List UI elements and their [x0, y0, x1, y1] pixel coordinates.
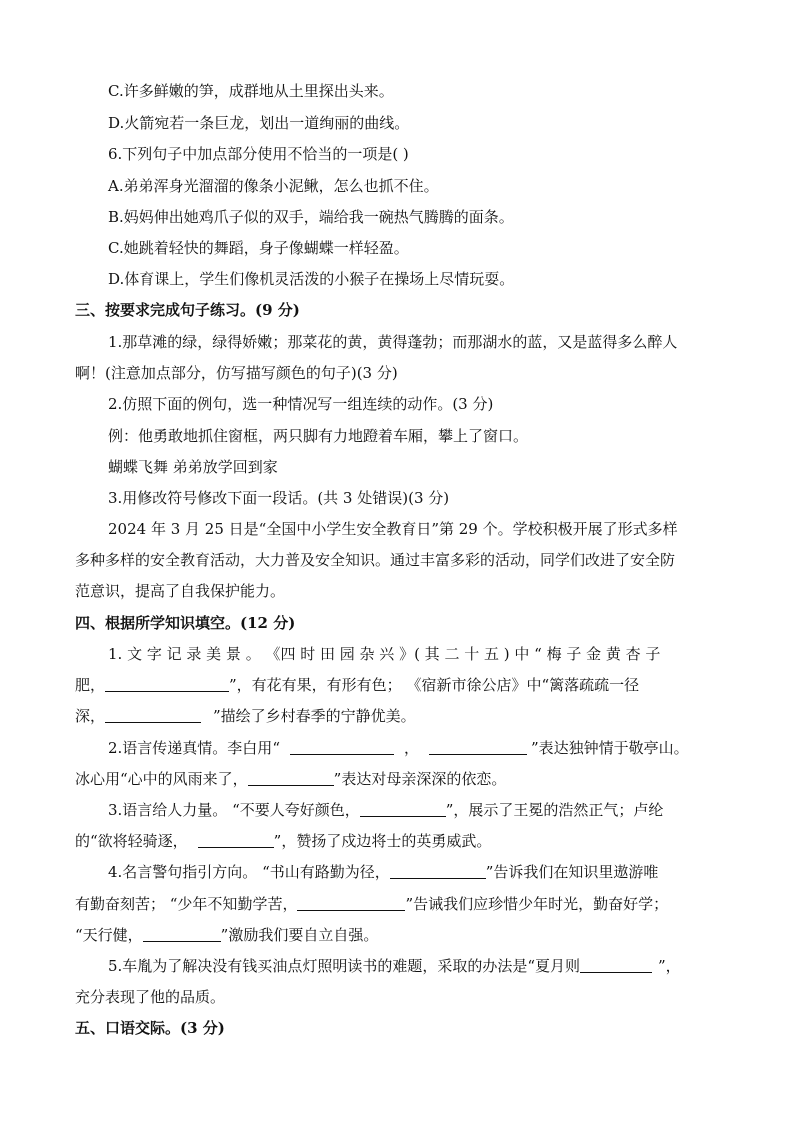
s4-q4-line1: 4.名言警句指引方向。 “书山有路勤为径， ”告诉我们在知识里遨游唯: [108, 863, 659, 881]
blank-2[interactable]: [105, 707, 201, 723]
blank-8[interactable]: [390, 863, 486, 879]
blank-3[interactable]: [290, 739, 394, 755]
s4-q5-line2: 充分表现了他的品质。: [75, 988, 226, 1006]
s4-q4-line3: “天行健， ”激励我们要自立自强。: [75, 926, 379, 944]
s4-q1-line3: 深， ”描绘了乡村春季的宁静优美。: [75, 707, 416, 725]
q6-stem: 6.下列句子中加点部分使用不恰当的一项是( ): [108, 145, 409, 163]
s3-q1-line2: 啊！(注意加点部分，仿写描写颜色的句子)(3 分): [75, 364, 398, 382]
blank-9[interactable]: [297, 895, 405, 911]
blank-11[interactable]: [580, 957, 652, 973]
s3-q1-line1: 1.那草滩的绿，绿得娇嫩；那菜花的黄，黄得蓬勃；而那湖水的蓝，又是蓝得多么醉人: [108, 333, 678, 351]
s4-q1-line2: 肥， ”，有花有果，有形有色； 《宿新市徐公店》中“篱落疏疏一径: [75, 676, 640, 694]
s3-q3-line2: 多种多样的安全教育活动，大力普及安全知识。通过丰富多彩的活动，同学们改进了安全防: [75, 551, 676, 569]
blank-10[interactable]: [143, 926, 221, 942]
q6-option-d: D.体育课上，学生们像机灵活泼的小猴子在操场上尽情玩耍。: [108, 270, 515, 288]
s3-q2-options: 蝴蝶飞舞 弟弟放学回到家: [108, 458, 278, 476]
q6-option-b: B.妈妈伸出她鸡爪子似的双手，端给我一碗热气腾腾的面条。: [108, 208, 514, 226]
s3-q2: 2.仿照下面的例句，选一种情况写一组连续的动作。(3 分): [108, 395, 494, 413]
section3-title: 三、按要求完成句子练习。(9 分): [75, 301, 300, 319]
q6-option-c: C.她跳着轻快的舞蹈，身子像蝴蝶一样轻盈。: [108, 239, 409, 257]
s4-q1-line1: 1. 文 字 记 录 美 景 。 《四 时 田 园 杂 兴 》( 其 二 十 五 ) 中 “ 梅 子 金 黄 杏 子: [108, 645, 661, 663]
s4-q3-line2: 的“欲将轻骑逐， ”，赞扬了戍边将士的英勇威武。: [75, 832, 492, 850]
section5-title: 五、口语交际。(3 分): [75, 1019, 225, 1037]
q5-option-d: D.火箭宛若一条巨龙，划出一道绚丽的曲线。: [108, 114, 410, 132]
s3-q2-example: 例：他勇敢地抓住窗框，两只脚有力地蹬着车厢，攀上了窗口。: [108, 427, 529, 445]
blank-1[interactable]: [105, 676, 229, 692]
blank-7[interactable]: [198, 832, 274, 848]
s3-q3-line1: 2024 年 3 月 25 日是“全国中小学生安全教育日”第 29 个。学校积极开展了形式多样: [108, 520, 678, 538]
blank-5[interactable]: [248, 770, 334, 786]
blank-4[interactable]: [429, 739, 527, 755]
s3-q3: 3.用修改符号修改下面一段话。(共 3 处错误)(3 分): [108, 489, 450, 507]
s4-q5-line1: 5.车胤为了解决没有钱买油点灯照明读书的难题，采取的办法是“夏月则 ”，: [108, 957, 681, 975]
s4-q2-line1: 2.语言传递真情。李白用“ ， ”表达独钟情于敬亭山。: [108, 739, 689, 757]
q5-option-c: C.许多鲜嫩的笋，成群地从土里探出头来。: [108, 82, 394, 100]
s4-q3-line1: 3.语言给人力量。 “不要人夸好颜色， ”，展示了王冕的浩然正气；卢纶: [108, 801, 664, 819]
s3-q3-line3: 范意识，提高了自我保护能力。: [75, 582, 286, 600]
blank-6[interactable]: [360, 801, 446, 817]
q6-option-a: A.弟弟浑身光溜溜的像条小泥鳅，怎么也抓不住。: [108, 177, 439, 195]
section4-title: 四、根据所学知识填空。(12 分): [75, 614, 296, 632]
s4-q2-line2: 冰心用“心中的风雨来了， ”表达对母亲深深的依恋。: [75, 770, 507, 788]
s4-q4-line2: 有勤奋刻苦； “少年不知勤学苦， ”告诫我们应珍惜少年时光，勤奋好学；: [75, 895, 669, 913]
